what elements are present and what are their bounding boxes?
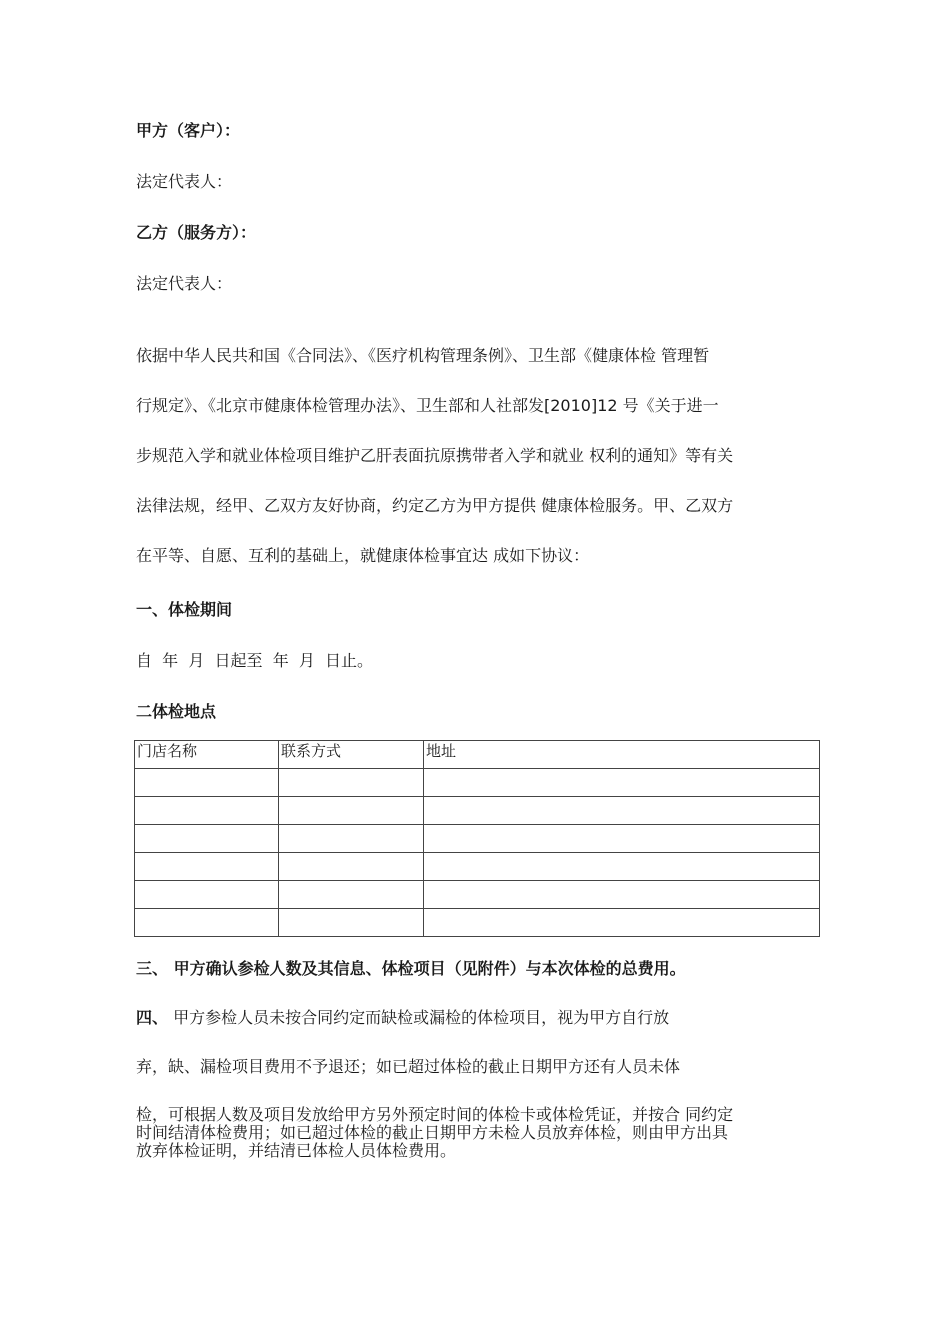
store-location-table bbox=[134, 740, 820, 937]
column-header-contact: 联系方式 bbox=[279, 741, 424, 769]
section-4-line: 放弃体检证明，并结清已体检人员体检费用。 bbox=[136, 1141, 457, 1160]
section-1-heading: 一、体检期间 bbox=[136, 600, 233, 619]
intro-line: 法律法规，经甲、乙双方友好协商，约定乙方为甲方提供 健康体检服务。甲、乙双方 bbox=[136, 496, 734, 515]
table-cell bbox=[424, 909, 820, 937]
table-cell bbox=[135, 797, 279, 825]
table-header-row bbox=[135, 741, 820, 769]
section-4-number: 四、 bbox=[136, 1008, 169, 1027]
column-header-store-name: 门店名称 bbox=[135, 741, 279, 769]
table-cell bbox=[424, 769, 820, 797]
table-row bbox=[135, 769, 820, 797]
section-4-line: 时间结清体检费用；如已超过体检的截止日期甲方未检人员放弃体检，则由甲方出具 bbox=[136, 1123, 729, 1142]
table-cell bbox=[424, 825, 820, 853]
table-cell bbox=[279, 881, 424, 909]
table-cell bbox=[279, 769, 424, 797]
table-cell bbox=[424, 853, 820, 881]
table-cell bbox=[424, 797, 820, 825]
section-4-line-2: 弃，缺、漏检项目费用不予退还；如已超过体检的截止日期甲方还有人员未体 bbox=[136, 1057, 681, 1076]
section-4-text: 甲方参检人员未按合同约定而缺检或漏检的体检项目，视为甲方自行放 bbox=[168, 1008, 670, 1027]
section-3-heading: 三、 甲方确认参检人数及其信息、体检项目（见附件）与本次体检的总费用。 bbox=[136, 959, 686, 978]
party-b-label: 乙方（服务方）： bbox=[136, 223, 257, 242]
table-cell bbox=[279, 825, 424, 853]
section-4-line-1 bbox=[136, 1008, 669, 1028]
table-cell bbox=[279, 909, 424, 937]
table-row bbox=[135, 853, 820, 881]
intro-line: 步规范入学和就业体检项目维护乙肝表面抗原携带者入学和就业 权利的通知》等有关 bbox=[136, 446, 734, 465]
intro-line: 在平等、自愿、互利的基础上，就健康体检事宜达 成如下协议： bbox=[136, 546, 590, 565]
intro-line: 依据中华人民共和国《合同法》、《医疗机构管理条例》、卫生部《健康体检 管理暂 bbox=[136, 346, 710, 365]
table-cell bbox=[135, 909, 279, 937]
table-row bbox=[135, 881, 820, 909]
section-2-heading: 二体检地点 bbox=[136, 702, 217, 721]
intro-line: 行规定》、《北京市健康体检管理办法》、卫生部和人社部发[2010]12 号《关于进一 bbox=[136, 396, 719, 415]
table-row bbox=[135, 797, 820, 825]
table-cell bbox=[279, 797, 424, 825]
table-cell bbox=[279, 853, 424, 881]
table-cell bbox=[424, 881, 820, 909]
exam-period-text: 自 年 月 日起至 年 月 日止。 bbox=[136, 651, 374, 670]
table-cell bbox=[135, 769, 279, 797]
intro-paragraph bbox=[136, 346, 820, 596]
section-4-line: 检，可根据人数及项目发放给甲方另外预定时间的体检卡或体检凭证，并按合 同约定 bbox=[136, 1105, 734, 1124]
party-b-representative: 法定代表人： bbox=[136, 274, 233, 293]
table-cell bbox=[135, 825, 279, 853]
party-a-representative: 法定代表人： bbox=[136, 172, 233, 191]
table-cell bbox=[135, 853, 279, 881]
table-cell bbox=[135, 881, 279, 909]
party-a-label: 甲方（客户）： bbox=[136, 121, 241, 140]
table-row bbox=[135, 825, 820, 853]
table-row bbox=[135, 909, 820, 937]
column-header-address: 地址 bbox=[424, 741, 820, 769]
section-4-paragraph bbox=[136, 1106, 820, 1160]
